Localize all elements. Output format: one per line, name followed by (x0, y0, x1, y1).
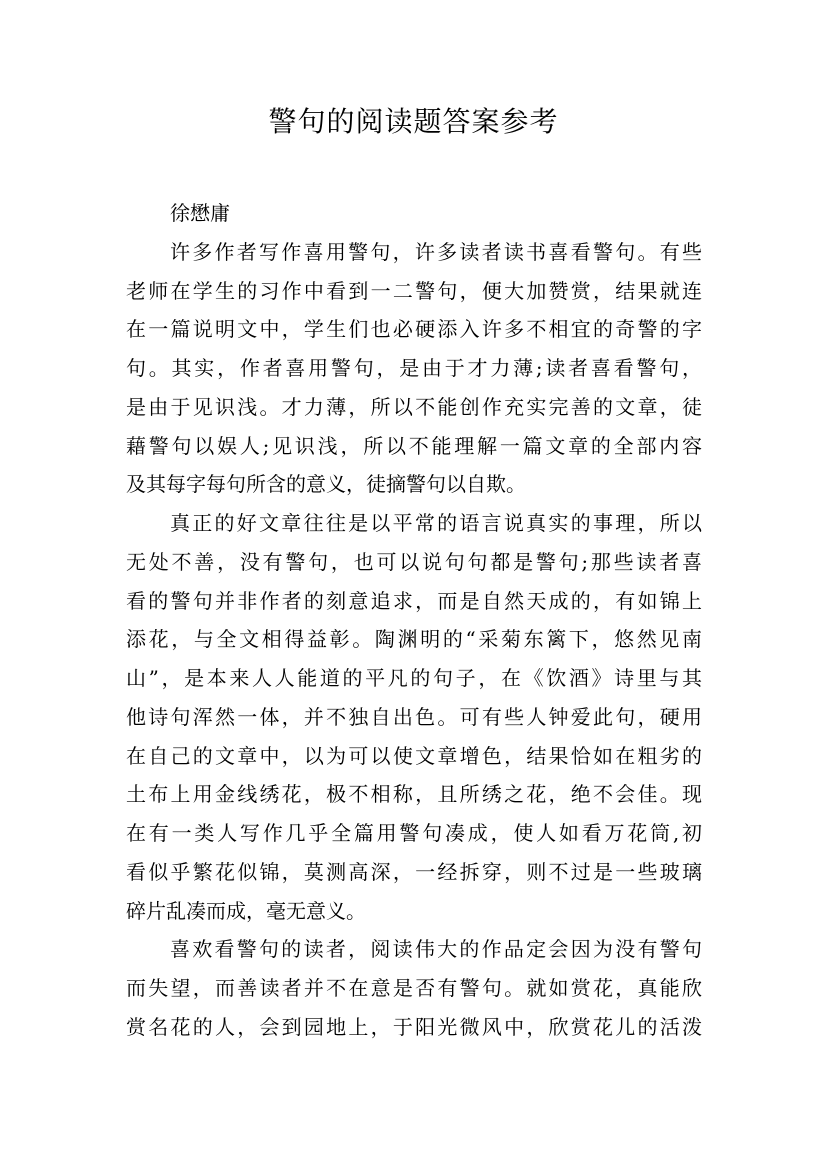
paragraph-line: 添花，与全文相得益彰。陶渊明的“采菊东篱下，悠然见南 (126, 627, 702, 652)
document-body (126, 194, 702, 1047)
paragraph-line: 碎片乱凑而成，毫无意义。 (126, 898, 366, 923)
paragraph-line: 在有一类人写作几乎全篇用警句凑成，使人如看万花筒,初 (126, 821, 702, 845)
paragraph-line: 他诗句浑然一体，并不独自出色。可有些人钟爱此句，硬用 (126, 704, 702, 729)
paragraph-line: 句。其实，作者喜用警句，是由于才力薄;读者喜看警句， (126, 356, 702, 380)
paragraph-line: 无处不善，没有警句，也可以说句句都是警句;那些读者喜 (126, 549, 702, 574)
paragraph-line: 真正的好文章往往是以平常的语言说真实的事理，所以 (170, 511, 702, 535)
paragraph-line: 许多作者写作喜用警句，许多读者读书喜看警句。有些 (170, 239, 702, 264)
paragraph-line: 在一篇说明文中，学生们也必硬添入许多不相宜的奇警的字 (126, 317, 702, 342)
paragraph-line: 喜欢看警句的读者，阅读伟大的作品定会因为没有警句 (170, 937, 702, 962)
paragraph-line: 看的警句并非作者的刻意追求，而是自然天成的，有如锦上 (126, 588, 702, 613)
paragraph-line: 在自己的文章中，以为可以使文章增色，结果恰如在粗劣的 (126, 743, 702, 768)
paragraph-line: 而失望，而善读者并不在意是否有警句。就如赏花，真能欣 (126, 976, 702, 1000)
document-title: 警句的阅读题答案参考 (268, 105, 559, 138)
paragraph-line: 看似乎繁花似锦，莫测高深，一经拆穿，则不过是一些玻璃 (126, 859, 702, 884)
paragraph-line: 藉警句以娱人;见识浅，所以不能理解一篇文章的全部内容 (126, 433, 702, 458)
paragraph-line: 及其每字每句所含的意义，徒摘警句以自欺。 (126, 472, 526, 497)
paragraph-line: 赏名花的人，会到园地上，于阳光微风中，欣赏花儿的活泼 (126, 1014, 702, 1039)
paragraph-line: 是由于见识浅。才力薄，所以不能创作充实完善的文章，徒 (126, 394, 702, 419)
paragraph-line: 土布上用金线绣花，极不相称，且所绣之花，绝不会佳。现 (126, 782, 702, 807)
author-line: 徐懋庸 (170, 201, 230, 225)
paragraph-line: 山”，是本来人人能道的平凡的句子，在《饮酒》诗里与其 (126, 666, 702, 690)
paragraph-line: 老师在学生的习作中看到一二警句，便大加赞赏，结果就连 (126, 278, 702, 303)
